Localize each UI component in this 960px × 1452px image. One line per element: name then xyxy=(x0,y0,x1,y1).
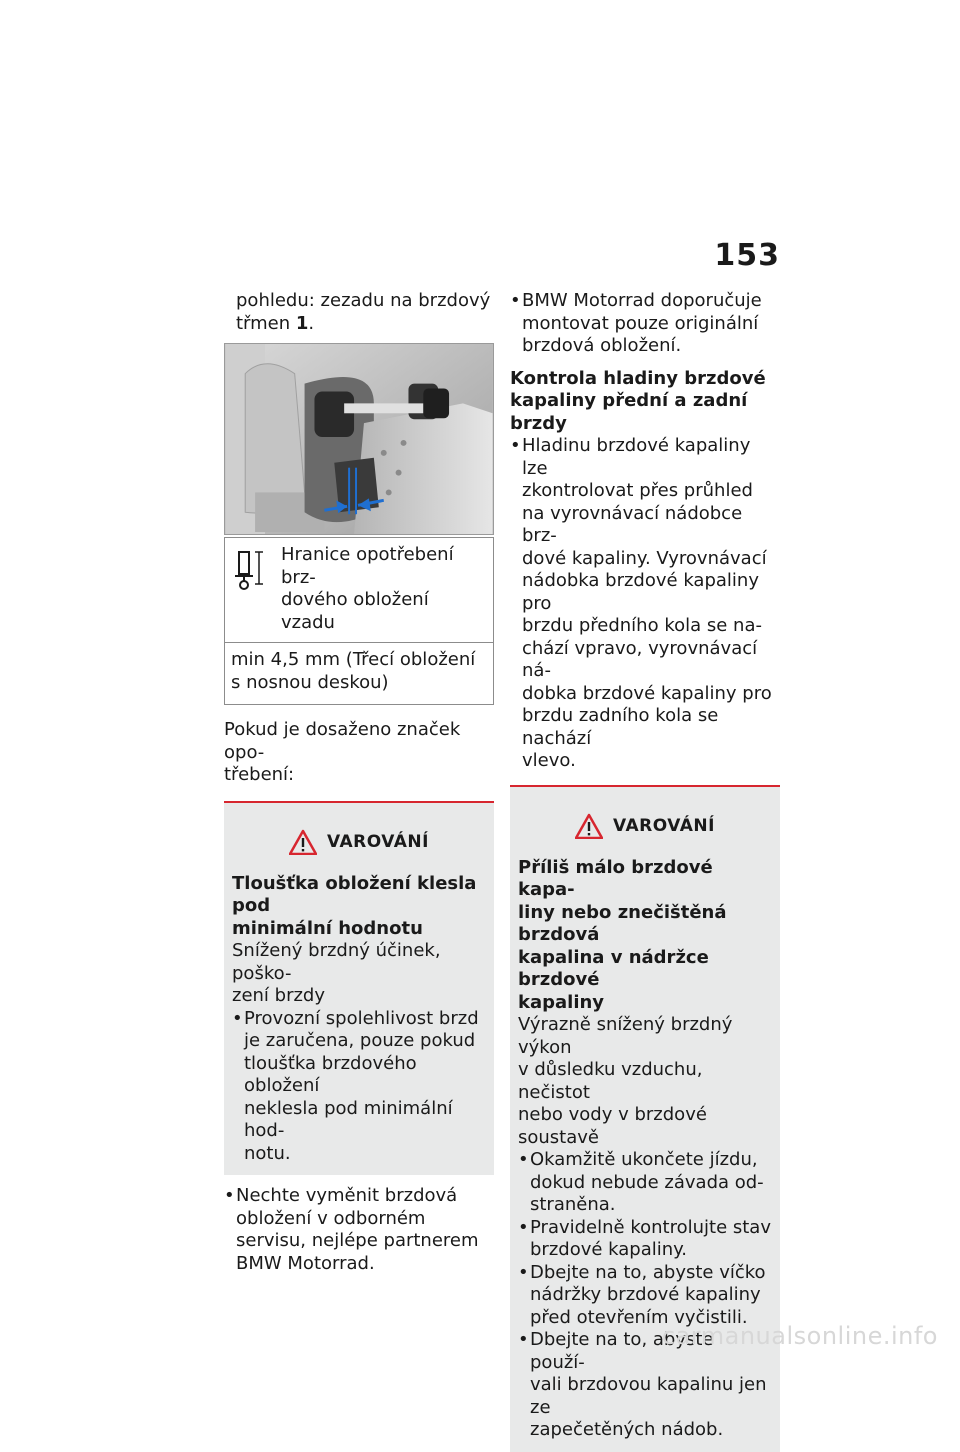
list-item: • Provozní spolehlivost brzd je zaručena, pouze pokud tloušťka brzdového obložení neklesla pod minimální hod- notu. xyxy=(232,1008,486,1166)
warning-bullet-list xyxy=(232,1008,486,1166)
warning-heading: Tloušťka obložení klesla pod minimální hodnotu xyxy=(232,872,477,939)
warning-bullet-list xyxy=(518,1149,772,1442)
wear-limit-spec-table xyxy=(224,537,494,705)
warning-header xyxy=(518,787,772,857)
warning-triangle-icon xyxy=(575,813,603,839)
left-column xyxy=(224,290,494,1275)
wear-condition-text: Pokud je dosaženo značek opo- třebení: xyxy=(224,719,461,785)
instruction-bullet-list xyxy=(224,1185,494,1275)
warning-title: VAROVÁNÍ xyxy=(327,831,429,852)
spec-label: Hranice opotřebení brz- dového obložení vzadu xyxy=(281,544,454,633)
watermark: carmanualsonline.info xyxy=(661,1322,938,1350)
list-item: • Hladinu brzdové kapaliny lze zkontrolovat přes průhled na vyrovnávací nádobce brz- dové kapaliny. Vyrovnávací nádobka brzdové kapaliny pro brzdu předního kola se na- chází vpravo, vyrovnávací ná- dobka brzdové kapaliny pro brzdu zadního kola se nachází vlevo. xyxy=(510,435,780,773)
warning-box-pad-thickness xyxy=(224,801,494,1176)
list-item: • BMW Motorrad doporučuje montovat pouze originální brzdová obložení. xyxy=(510,290,780,358)
spec-value: min 4,5 mm (Třecí obložení s nosnou deskou) xyxy=(231,649,476,693)
list-item: • Pravidelně kontrolujte stav brzdové kapaliny. xyxy=(518,1217,772,1262)
fluid-check-bullet-list xyxy=(510,435,780,773)
list-item: • Dbejte na to, abyste víčko nádržky brzdové kapaliny před otevřením vyčistili. xyxy=(518,1262,772,1330)
warning-consequence: Výrazně snížený brzdný výkon v důsledku vzduchu, nečistot nebo vody v brzdové soustavě xyxy=(518,1014,733,1148)
list-item: • Okamžitě ukončete jízdu, dokud nebude závada od- straněna. xyxy=(518,1149,772,1217)
recommendation-bullet-list xyxy=(510,290,780,358)
warning-box-brake-fluid xyxy=(510,785,780,1452)
warning-header xyxy=(232,803,486,873)
list-item: • Nechte vyměnit brzdová obložení v odborném servisu, nejlépe partnerem BMW Motorrad. xyxy=(224,1185,494,1275)
brake-pad-wear-icon xyxy=(231,548,267,590)
warning-triangle-icon xyxy=(289,829,317,855)
page-number: 153 xyxy=(714,238,780,273)
intro-text: pohledu: zezadu na brzdový třmen 1. xyxy=(236,290,491,334)
list-item: • Dbejte na to, abyste použí- vali brzdovou kapalinu jen ze zapečetěných nádob. xyxy=(518,1329,772,1442)
brake-caliper-photo xyxy=(224,343,494,535)
warning-consequence: Snížený brzdný účinek, poško- zení brzdy xyxy=(232,940,441,1006)
spec-label-row xyxy=(225,538,493,643)
warning-title: VAROVÁNÍ xyxy=(613,815,715,836)
right-column xyxy=(510,290,780,1452)
section-heading: Kontrola hladiny brzdové kapaliny přední a zadní brzdy xyxy=(510,367,766,434)
figure-reference: 1 xyxy=(295,312,309,334)
warning-heading: Příliš málo brzdové kapa- liny nebo znečištěná brzdová kapalina v nádržce brzdové kapaliny xyxy=(518,856,727,1013)
